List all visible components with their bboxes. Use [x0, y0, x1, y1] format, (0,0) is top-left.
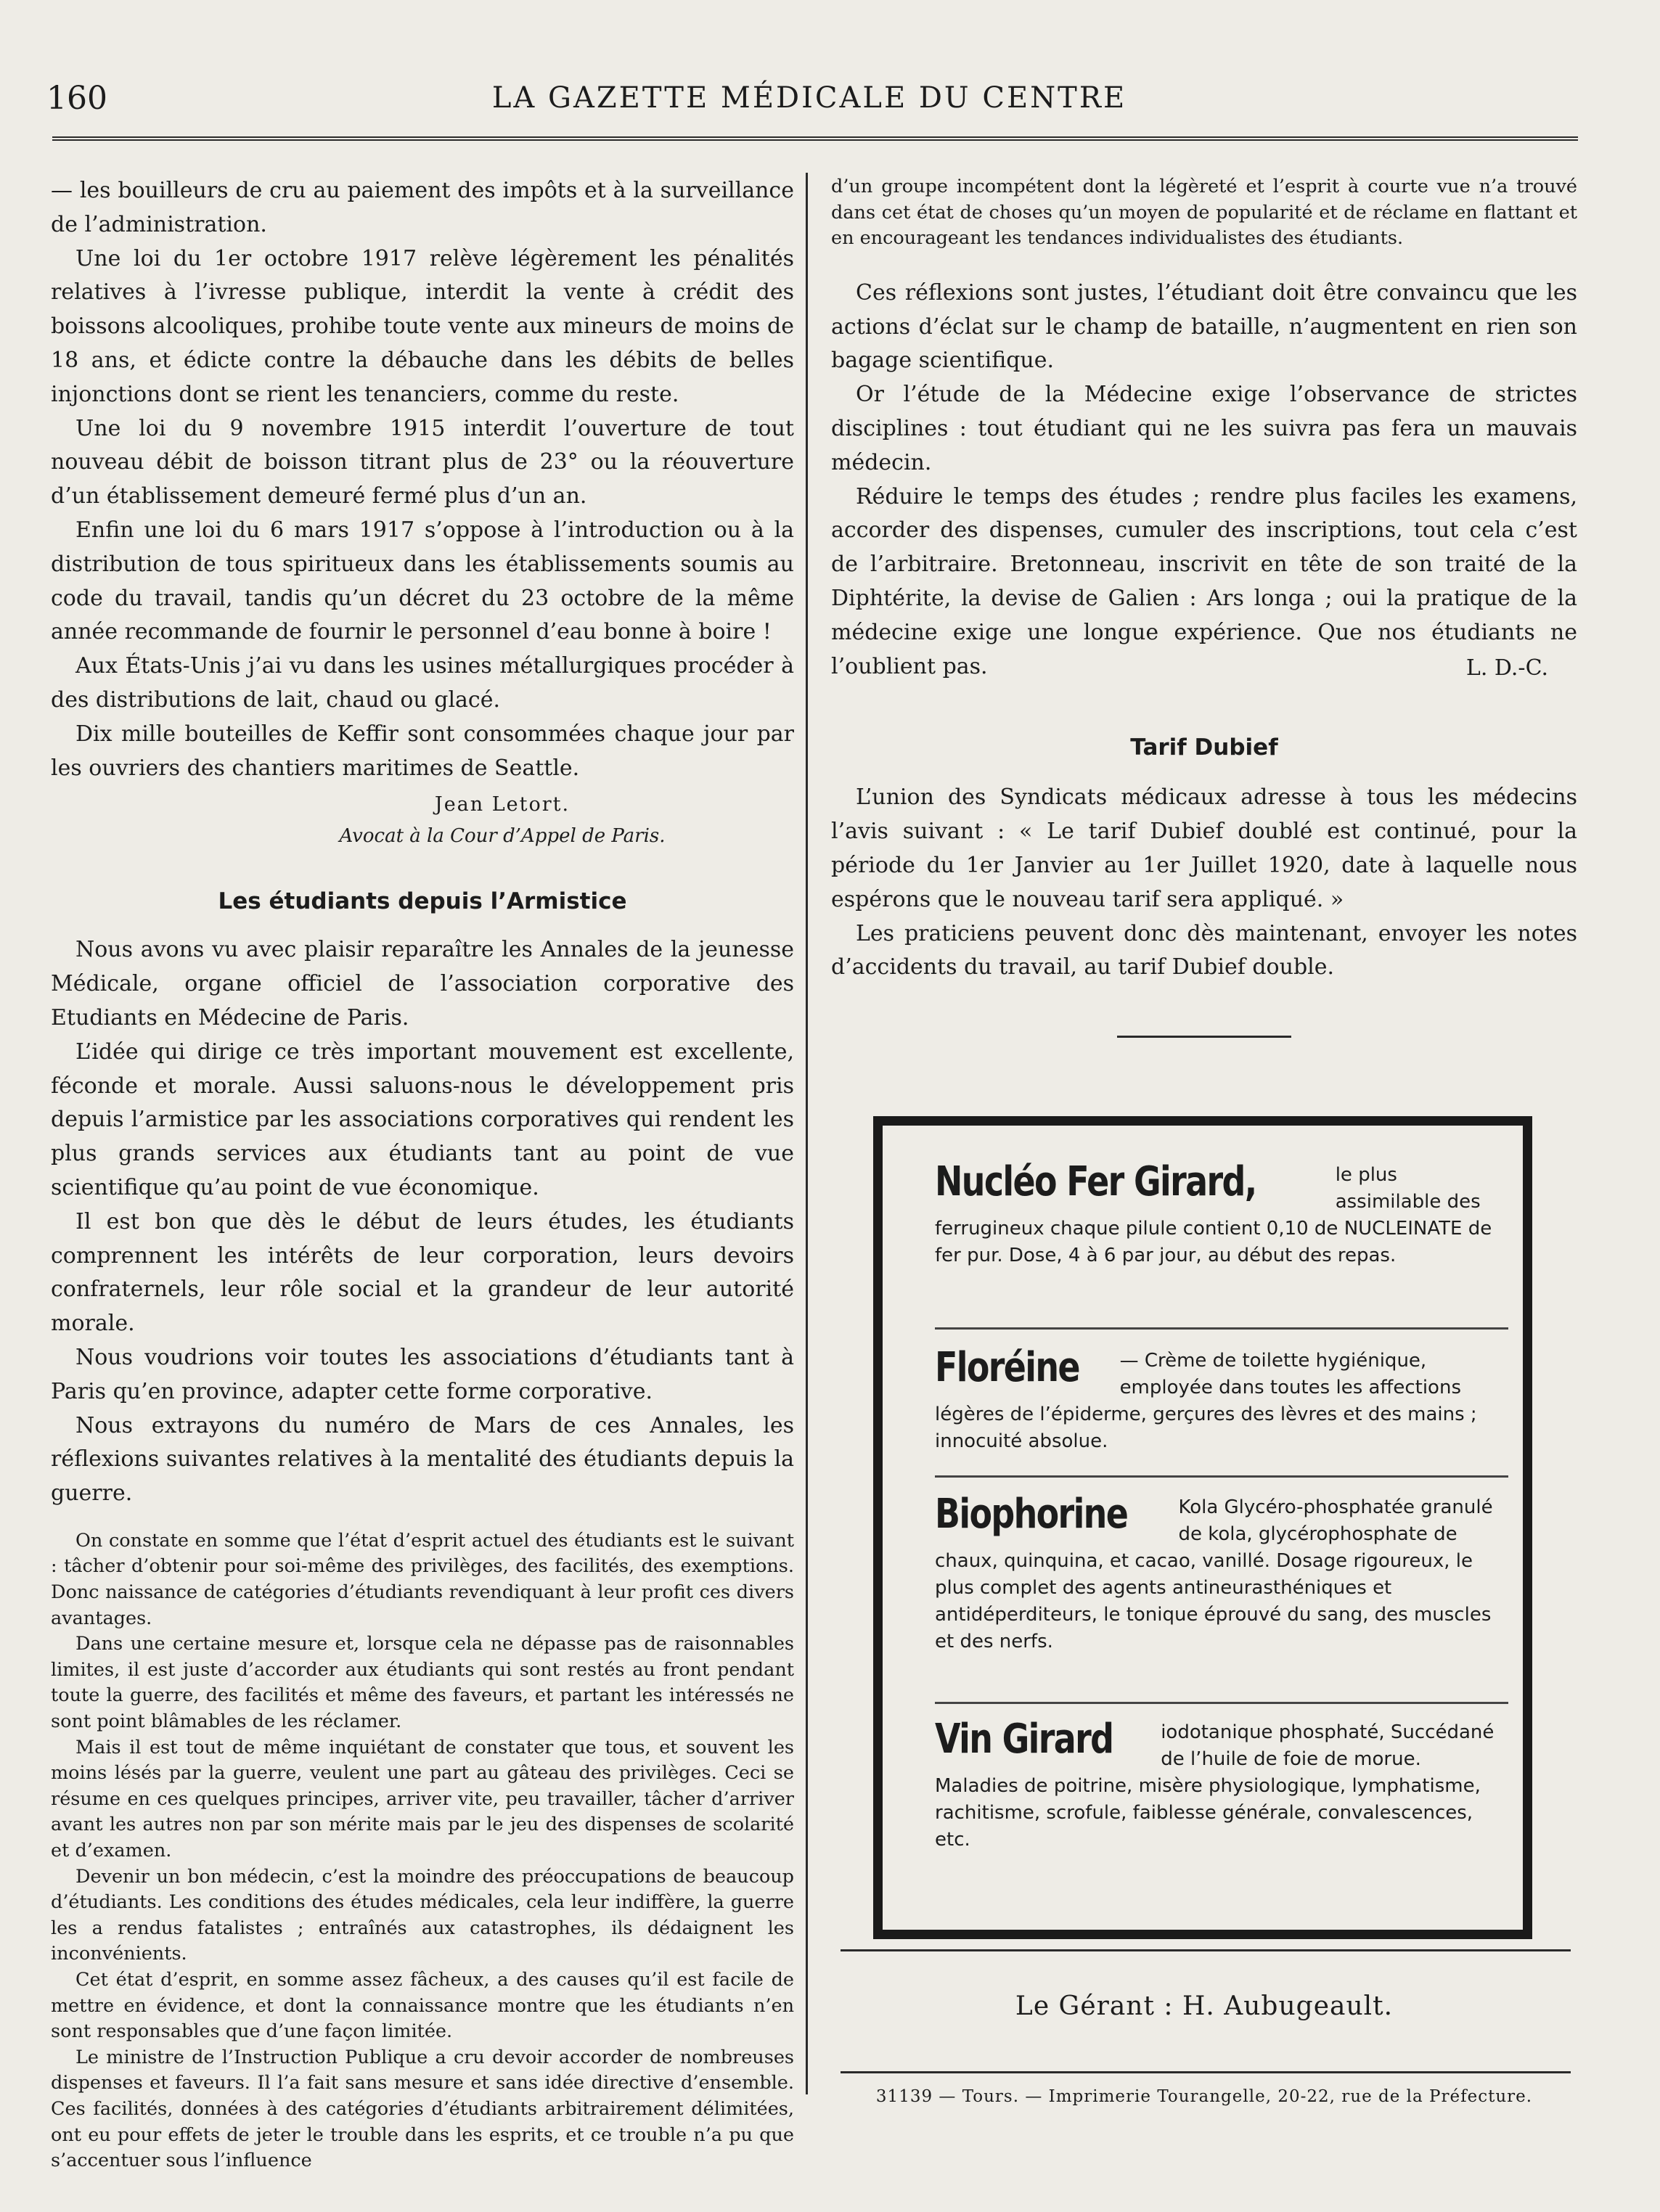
header-rule: [52, 136, 1578, 141]
paragraph: L’union des Syndicats médicaux adresse à tous les médecins l’avis suivant : « Le tarif Dubief doublé est continué, pour la période du 1er Janvier au 1er Juillet 1920, date à laquelle nous espérons que le nouveau tarif sera appliqué. »: [831, 785, 1577, 912]
paragraph: Enfin une loi du 6 mars 1917 s’oppose à l’introduction ou à la distribution de tous spiritueux dans les établissements soumis au code du travail, tandis qu’un décret du 23 octobre de la même année recommande de fournir le personnel d’eau bonne à boire !: [51, 517, 794, 645]
printer-imprint: 31139 — Tours. — Imprimerie Tourangelle, 20-22, rue de la Préfecture.: [875, 2087, 1533, 2106]
paragraph: Une loi du 1er octobre 1917 relève légèrement les pénalités relatives à l’ivresse publique, interdit la vente à crédit des boissons alcooliques, prohibe toute vente aux mineurs de moins de 18 ans, et édicte contre la débauche dans les débits de belles injonctions dont se rient les tenanciers, comme du reste.: [51, 245, 794, 407]
right-column: [831, 174, 1577, 1038]
quote-paragraph: Le ministre de l’Instruction Publique a cru devoir accorder de nombreuses dispenses et faveurs. Il l’a fait sans mesure et sans idée directive d’ensemble. Ces facilités, données à des catégories d’étudiants arbitrairement délimitées, ont eu pour effets de jeter le trouble dans les esprits, et ce trouble n’a pu que s’accentuer sous l’influence: [51, 2046, 794, 2172]
author-signature: [51, 788, 794, 851]
ad-vin-girard: [935, 1716, 1508, 1853]
left-column: [51, 174, 794, 2174]
article-continuation: [51, 174, 794, 785]
paragraph: Les praticiens peuvent donc dès maintenant, envoyer les notes d’accidents du travail, au tarif Dubief double.: [831, 920, 1577, 980]
author-role: Avocat à la Cour d’Appel de Paris.: [339, 825, 666, 848]
ad-description: le plus assimilable des ferrugineux chaque pilule contient 0,10 de NUCLEINATE de fer pur. Dose, 4 à 6 par jour, au début des repas.: [935, 1164, 1492, 1266]
spacer: [831, 655, 1577, 687]
section-end-rule: [1117, 1036, 1291, 1038]
paragraph: Dix mille bouteilles de Keffir sont consommées chaque jour par les ouvriers des chantiers maritimes de Seattle.: [51, 721, 794, 781]
quote-paragraph: On constate en somme que l’état d’esprit actuel des étudiants est le suivant : tâcher d’obtenir pour soi-même des privilèges, des facilités, des exemptions. Donc naissance de catégories d’étudiants revendiquant à leur profit ces divers avantages.: [51, 1529, 794, 1629]
ad-separator: [935, 1702, 1508, 1704]
paragraph: Une loi du 9 novembre 1915 interdit l’ouverture de tout nouveau débit de boisson titrant plus de 23° ou la réouverture d’un établissement demeuré fermé plus d’un an.: [51, 415, 794, 509]
column-divider: [806, 173, 808, 2094]
ad-product-name: Nucléo Fer Girard,: [935, 1158, 1256, 1205]
paragraph: Réduire le temps des études ; rendre plus faciles les examens, accorder des dispenses, cumuler des inscriptions, tout cela c’est de l’arbitraire. Bretonneau, inscrivit en tête de son traité de la Diphtérite, la devise de Galien : Ars longa ; oui la pratique de la médecine exige une longue expérience. Que nos étudiants ne l’oublient pas.: [831, 483, 1577, 679]
ad-separator: [935, 1475, 1508, 1478]
journal-title: LA GAZETTE MÉDICALE DU CENTRE: [491, 81, 1127, 115]
ad-product-name: Floréine: [935, 1344, 1079, 1391]
quote-paragraph: Dans une certaine mesure et, lorsque cela ne dépasse pas de raisonnables limites, il est juste d’accorder aux étudiants qui sont restés au front pendant toute la guerre, des facilités et même des faveurs, et partant les intéressés ne sont point blâmables de les réclamer.: [51, 1633, 794, 1733]
quote-paragraph: Cet état d’esprit, en somme assez fâcheux, a des causes qu’il est facile de mettre en évidence, et dont la connaissance montre que les étudiants n’en sont responsables que d’une façon limitée.: [51, 1968, 794, 2043]
commentary: [831, 276, 1577, 687]
quote-continuation: d’un groupe incompétent dont la légèreté et l’esprit à courte vue n’a trouvé dans cet état de choses qu’un moyen de popularité et de réclame en flattant et en encourageant les tendances individualistes des étudiants.: [831, 176, 1577, 250]
tarif-notice: [831, 781, 1577, 985]
ad-floreine: [935, 1344, 1508, 1455]
footer-rule: [841, 2071, 1571, 2073]
paragraph: Il est bon que dès le début de leurs études, les étudiants comprennent les intérêts de leur corporation, leurs devoirs confraternels, leur rôle social et la grandeur de leur autorité morale.: [51, 1208, 794, 1337]
author-name: Jean Letort.: [434, 793, 571, 816]
paragraph: Nous avons vu avec plaisir reparaître les Annales de la jeunesse Médicale, organe officiel de l’association corporative des Etudiants en Médecine de Paris.: [51, 937, 794, 1031]
ad-description: iodotanique phosphaté, Succédané de l’huile de foie de morue. Maladies de poitrine, misère physiologique, lymphatisme, rachitisme, scrofule, faiblesse générale, convalescences, etc.: [935, 1721, 1495, 1851]
ad-description: Kola Glycéro-phosphatée granulé de kola, glycérophosphate de chaux, quinquina, et cacao, vanillé. Dosage rigoureux, le plus complet des agents antineurasthéniques et antidéperditeurs, le tonique éprouvé du sang, des muscles et des nerfs.: [935, 1496, 1493, 1652]
quote-paragraph: Mais il est tout de même inquiétant de constater que tous, et souvent les moins lésés par la guerre, veulent une part au gâteau des privilèges. Ceci se résume en ces quelques principes, arriver vite, peu travailler, tâcher d’arriver avant les autres non par son mérite mais par le jeu des dispenses de scolarité et d’examen.: [51, 1736, 794, 1862]
ad-biophorine: [935, 1491, 1508, 1655]
quoted-extract: [51, 1528, 794, 2174]
ad-product-name: Vin Girard: [935, 1716, 1113, 1763]
footer-rule: [841, 1949, 1571, 1951]
managing-editor: Le Gérant : H. Aubugeault.: [1015, 1991, 1394, 2021]
ad-separator: [935, 1327, 1508, 1330]
page-header: [44, 78, 1575, 129]
article-initials: L. D.-C.: [1465, 655, 1548, 681]
page-number: 160: [46, 80, 107, 117]
ad-nucleo-fer-girard: [935, 1158, 1508, 1269]
ad-product-name: Biophorine: [935, 1491, 1128, 1538]
paragraph: Aux États-Unis j’ai vu dans les usines métallurgiques procéder à des distributions de lait, chaud ou glacé.: [51, 653, 794, 713]
section-title: Les étudiants depuis l’Armistice: [218, 888, 627, 915]
advertisement-box: [873, 1116, 1532, 1939]
paragraph: Ces réflexions sont justes, l’étudiant doit être convaincu que les actions d’éclat sur le champ de bataille, n’augmentent en rien son bagage scientifique.: [831, 279, 1577, 374]
paragraph: Nous voudrions voir toutes les associations d’étudiants tant à Paris qu’en province, adapter cette forme corporative.: [51, 1344, 794, 1404]
paragraph: L’idée qui dirige ce très important mouvement est excellente, féconde et morale. Aussi saluons-nous le développement pris depuis l’armistice par les associations corporatives qui rendent les plus grands services aux étudiants tant au point de vue scientifique qu’au point de vue économique.: [51, 1039, 794, 1200]
paragraph: Or l’étude de la Médecine exige l’observance de strictes disciplines : tout étudiant qui ne les suivra pas fera un mauvais médecin.: [831, 382, 1577, 475]
article-body: [51, 933, 794, 1511]
paragraph: — les bouilleurs de cru au paiement des impôts et à la surveillance de l’administration.: [51, 178, 794, 237]
tarif-title: Tarif Dubief: [1130, 734, 1278, 761]
quote-paragraph: Devenir un bon médecin, c’est la moindre des préoccupations de beaucoup d’étudiants. Les conditions des études médicales, cela leur indiffère, la guerre les a rendus fatalistes ; entraînés aux catastrophes, ils dédaignent les inconvénients.: [51, 1865, 794, 1965]
ad-description: — Crème de toilette hygiénique, employée dans toutes les affections légères de l’épiderme, gerçures des lèvres et des mains ; innocuité absolue.: [935, 1350, 1477, 1452]
paragraph: Nous extrayons du numéro de Mars de ces Annales, les réflexions suivantes relatives à la mentalité des étudiants depuis la guerre.: [51, 1412, 794, 1507]
